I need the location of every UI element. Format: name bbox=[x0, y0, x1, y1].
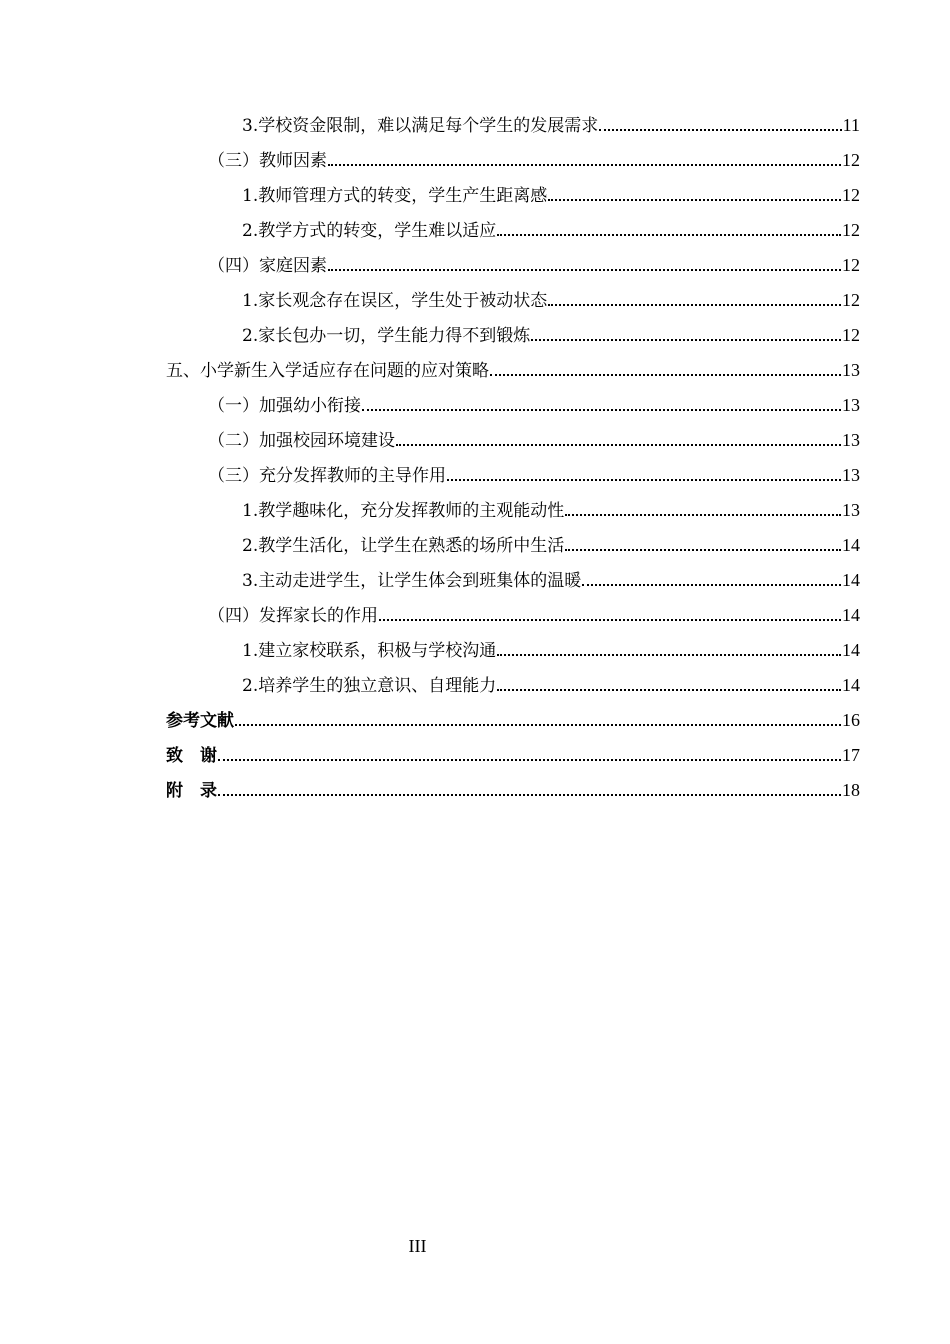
toc-dot-leader bbox=[218, 794, 841, 796]
toc-dot-leader bbox=[565, 549, 841, 551]
toc-entry-page-number: 12 bbox=[842, 185, 860, 205]
toc-entry-title: 参考文献 bbox=[166, 711, 234, 731]
toc-entry-title: 2.教学生活化，让学生在熟悉的场所中生活 bbox=[242, 536, 565, 556]
toc-entry-title: 2.教学方式的转变，学生难以适应 bbox=[242, 221, 497, 241]
toc-dot-leader bbox=[599, 129, 841, 131]
toc-entry-page-number: 13 bbox=[842, 360, 860, 380]
toc-entry[interactable] bbox=[166, 668, 860, 703]
toc-entry[interactable] bbox=[166, 353, 860, 388]
toc-entry[interactable] bbox=[166, 458, 860, 493]
toc-entry[interactable] bbox=[166, 178, 860, 213]
toc-dot-leader bbox=[497, 689, 841, 691]
toc-entry-page-number: 14 bbox=[842, 535, 860, 555]
toc-entry[interactable] bbox=[166, 493, 860, 528]
toc-dot-leader bbox=[447, 479, 841, 481]
toc-entry[interactable] bbox=[166, 773, 860, 808]
toc-dot-leader bbox=[328, 269, 841, 271]
toc-dot-leader bbox=[490, 374, 841, 376]
toc-entry-title: 1.建立家校联系，积极与学校沟通 bbox=[242, 641, 497, 661]
toc-entry[interactable] bbox=[166, 528, 860, 563]
toc-dot-leader bbox=[396, 444, 841, 446]
table-of-contents bbox=[166, 108, 860, 808]
toc-entry-page-number: 12 bbox=[842, 325, 860, 345]
toc-entry[interactable] bbox=[166, 738, 860, 773]
toc-entry-page-number: 17 bbox=[842, 745, 860, 765]
toc-entry-page-number: 14 bbox=[842, 675, 860, 695]
toc-entry-title: （四）家庭因素 bbox=[208, 256, 327, 276]
toc-entry-title: （三）充分发挥教师的主导作用 bbox=[208, 466, 446, 486]
toc-entry-title: （二）加强校园环境建设 bbox=[208, 431, 395, 451]
toc-entry-title: 3.主动走进学生，让学生体会到班集体的温暖 bbox=[242, 571, 582, 591]
toc-entry[interactable] bbox=[166, 318, 860, 353]
toc-entry-title: 附 录 bbox=[166, 781, 217, 801]
toc-dot-leader bbox=[531, 339, 841, 341]
toc-entry[interactable] bbox=[166, 143, 860, 178]
toc-entry-title: 致 谢 bbox=[166, 746, 217, 766]
toc-entry[interactable] bbox=[166, 423, 860, 458]
toc-entry-page-number: 14 bbox=[842, 570, 860, 590]
toc-entry-page-number: 12 bbox=[842, 290, 860, 310]
toc-entry-title: 2.家长包办一切，学生能力得不到锻炼 bbox=[242, 326, 531, 346]
toc-dot-leader bbox=[582, 584, 841, 586]
toc-entry-page-number: 13 bbox=[842, 430, 860, 450]
toc-entry[interactable] bbox=[166, 388, 860, 423]
toc-entry[interactable] bbox=[166, 563, 860, 598]
toc-entry-title: 3.学校资金限制，难以满足每个学生的发展需求 bbox=[242, 116, 599, 136]
toc-entry-page-number: 14 bbox=[842, 640, 860, 660]
toc-entry-title: （四）发挥家长的作用 bbox=[208, 606, 378, 626]
toc-entry[interactable] bbox=[166, 213, 860, 248]
toc-entry-page-number: 13 bbox=[842, 395, 860, 415]
toc-entry-page-number: 18 bbox=[842, 780, 860, 800]
toc-entry-page-number: 16 bbox=[842, 710, 860, 730]
toc-dot-leader bbox=[565, 514, 841, 516]
toc-dot-leader bbox=[548, 304, 841, 306]
toc-entry[interactable] bbox=[166, 108, 860, 143]
toc-entry-page-number: 14 bbox=[842, 605, 860, 625]
toc-dot-leader bbox=[328, 164, 841, 166]
toc-entry[interactable] bbox=[166, 598, 860, 633]
toc-entry-title: （三）教师因素 bbox=[208, 151, 327, 171]
toc-dot-leader bbox=[548, 199, 841, 201]
toc-entry-page-number: 12 bbox=[842, 150, 860, 170]
toc-entry-title: 1.家长观念存在误区，学生处于被动状态 bbox=[242, 291, 548, 311]
toc-entry-page-number: 12 bbox=[842, 220, 860, 240]
toc-entry-title: 1.教师管理方式的转变，学生产生距离感 bbox=[242, 186, 548, 206]
toc-entry[interactable] bbox=[166, 633, 860, 668]
page-number: III bbox=[408, 1236, 427, 1256]
toc-dot-leader bbox=[362, 409, 841, 411]
toc-entry[interactable] bbox=[166, 248, 860, 283]
toc-entry-page-number: 13 bbox=[842, 465, 860, 485]
toc-dot-leader bbox=[218, 759, 841, 761]
toc-dot-leader bbox=[235, 724, 841, 726]
toc-entry-title: （一）加强幼小衔接 bbox=[208, 396, 361, 416]
toc-entry-title: 2.培养学生的独立意识、自理能力 bbox=[242, 676, 497, 696]
toc-dot-leader bbox=[379, 619, 841, 621]
toc-entry-page-number: 13 bbox=[842, 500, 860, 520]
toc-entry[interactable] bbox=[166, 703, 860, 738]
toc-dot-leader bbox=[497, 234, 841, 236]
toc-entry-page-number: 11 bbox=[842, 115, 860, 135]
toc-dot-leader bbox=[497, 654, 841, 656]
toc-entry[interactable] bbox=[166, 283, 860, 318]
toc-entry-title: 五、小学新生入学适应存在问题的应对策略 bbox=[166, 361, 489, 381]
toc-entry-title: 1.教学趣味化，充分发挥教师的主观能动性 bbox=[242, 501, 565, 521]
toc-entry-page-number: 12 bbox=[842, 255, 860, 275]
